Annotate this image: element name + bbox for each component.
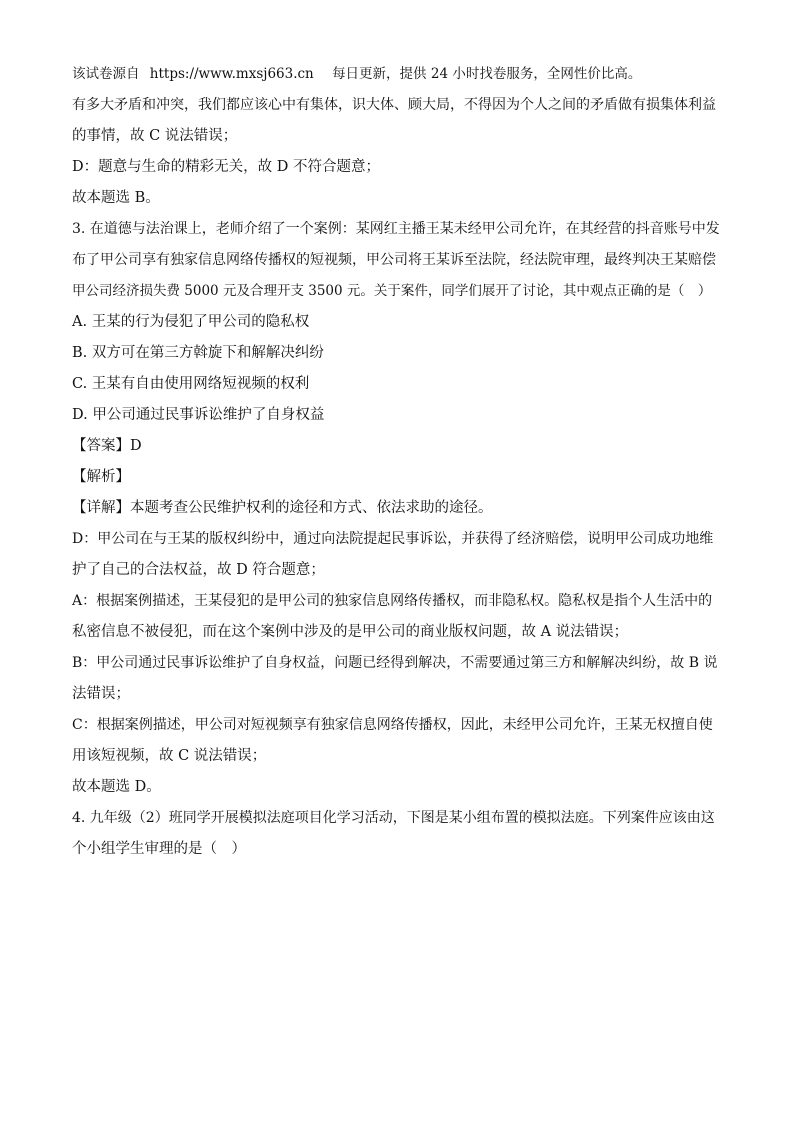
source-header: [72, 62, 722, 86]
text-line: 法错误；: [72, 686, 130, 702]
question-3-stem: 3. 在道德与法治课上，老师介绍了一个案例：某网红主播王某未经甲公司允许，在其经营的抖音账号中发: [72, 221, 720, 237]
question-4-stem: 4. 九年级（2）班同学开展模拟法庭项目化学习活动，下图是某小组布置的模拟法庭。下列案件应该由这: [72, 810, 715, 826]
text-line: 的事情，故 C 说法错误；: [72, 128, 238, 144]
question-4-stem: 个小组学生审理的是（ ）: [72, 841, 246, 857]
option-c: C. 王某有自由使用网络短视频的权利: [72, 376, 310, 392]
option-b: B. 双方可在第三方斡旋下和解解决纠纷: [72, 345, 324, 361]
source-prefix: 该试卷源自: [72, 66, 140, 82]
text-line: D：题意与生命的精彩无关，故 D 不符合题意；: [72, 159, 380, 175]
text-line: 用该短视频，故 C 说法错误；: [72, 748, 267, 764]
option-a: A. 王某的行为侵犯了甲公司的隐私权: [72, 314, 310, 330]
option-d: D. 甲公司通过民事诉讼维护了自身权益: [72, 407, 325, 423]
detail-explanation: 【详解】本题考查公民维护权利的途径和方式、依法求助的途径。: [72, 500, 493, 516]
text-line: A：根据案例描述，王某侵犯的是甲公司的独家信息网络传播权，而非隐私权。隐私权是指个人生活中的: [72, 593, 713, 609]
text-line: D：甲公司在与王某的版权纠纷中，通过向法院提起民事诉讼，并获得了经济赔偿，说明甲公司成功地维: [72, 531, 714, 547]
text-line: 有多大矛盾和冲突，我们都应该心中有集体，识大体、顾大局，不得因为个人之间的矛盾做有损集体利益: [72, 97, 716, 113]
answer-label: 【答案】D: [72, 438, 142, 454]
question-3-stem: 甲公司经济损失费 5000 元及合理开支 3500 元。关于案件，同学们展开了讨论，其中观点正确的是（ ）: [72, 283, 712, 299]
question-3-stem: 布了甲公司享有独家信息网络传播权的短视频，甲公司将王某诉至法院，经法院审理，最终判决王某赔偿: [72, 252, 716, 268]
text-line: B：甲公司通过民事诉讼维护了自身权益，问题已经得到解决，不需要通过第三方和解解决纠纷，故 B 说: [72, 655, 718, 671]
text-line: 护了自己的合法权益，故 D 符合题意；: [72, 562, 325, 578]
source-url-link[interactable]: https://www.mxsj663.cn: [149, 66, 314, 82]
document-body: [72, 90, 722, 865]
source-note: 每日更新，提供 24 小时找卷服务，全网性价比高。: [332, 66, 642, 82]
text-line: 故本题选 B。: [72, 190, 160, 206]
text-line: 私密信息不被侵犯，而在这个案例中涉及的是甲公司的商业版权问题，故 A 说法错误；: [72, 624, 629, 640]
text-line: C：根据案例描述，甲公司对短视频享有独家信息网络传播权，因此，未经甲公司允许，王某无权擅自使: [72, 717, 713, 733]
text-line: 故本题选 D。: [72, 779, 161, 795]
analysis-label: 【解析】: [72, 469, 130, 485]
